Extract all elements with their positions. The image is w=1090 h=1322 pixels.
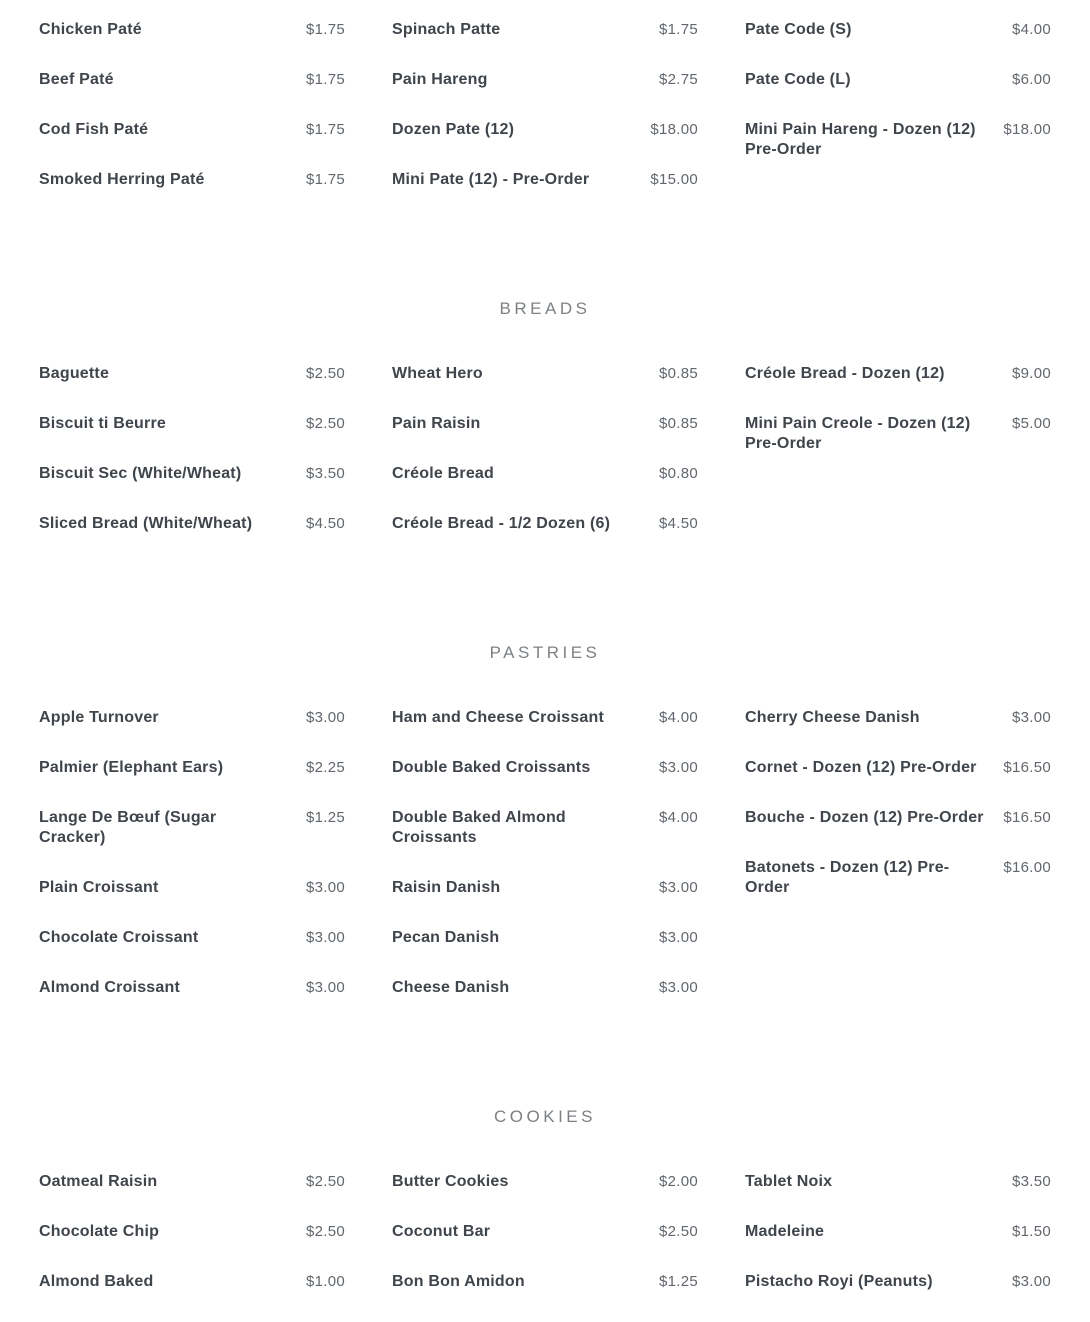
item-name: Mini Pate (12) - Pre-Order: [392, 171, 590, 188]
menu-item: [745, 1222, 1051, 1242]
menu-item: [745, 70, 1051, 90]
menu-item: [39, 708, 345, 728]
item-name: Double Baked Almond Croissants: [392, 809, 566, 846]
item-price: $2.50: [305, 365, 345, 382]
menu-column: [39, 364, 345, 564]
menu-item: [39, 1222, 345, 1242]
menu-item: [745, 858, 1051, 898]
item-price: $2.50: [305, 1173, 345, 1190]
item-price: $4.50: [305, 515, 345, 532]
item-name: Créole Bread: [392, 465, 494, 482]
menu-item: [39, 20, 345, 40]
item-price: $3.00: [658, 879, 698, 896]
item-price: $1.50: [1011, 1223, 1051, 1240]
item-price: $15.00: [650, 171, 698, 188]
menu-item: [745, 364, 1051, 384]
item-price: $6.00: [1011, 71, 1051, 88]
menu-column: [39, 708, 345, 1028]
menu-item: [392, 758, 698, 778]
item-name: Coconut Bar: [392, 1223, 491, 1240]
item-name: Almond Baked: [39, 1273, 154, 1290]
item-name: Madeleine: [745, 1223, 825, 1240]
menu-item: [39, 414, 345, 434]
item-price: $0.85: [658, 365, 698, 382]
menu-sections: [39, 20, 1051, 1322]
menu-item: [392, 708, 698, 728]
menu-column: [745, 1172, 1051, 1322]
menu-column: [392, 20, 698, 220]
item-name: Mini Pain Creole - Dozen (12) Pre-Order: [745, 415, 971, 452]
menu-column: [392, 1172, 698, 1322]
item-name: Chocolate Chip: [39, 1223, 160, 1240]
item-price: $3.50: [1011, 1173, 1051, 1190]
item-price: $3.00: [1011, 1273, 1051, 1290]
item-name: Pain Raisin: [392, 415, 481, 432]
menu-item: [39, 928, 345, 948]
item-name: Batonets - Dozen (12) Pre-Order: [745, 859, 950, 896]
item-name: Bon Bon Amidon: [392, 1273, 525, 1290]
item-name: Wheat Hero: [392, 365, 483, 382]
item-price: $1.75: [658, 21, 698, 38]
item-name: Cornet - Dozen (12) Pre-Order: [745, 759, 977, 776]
item-price: $1.75: [305, 21, 345, 38]
item-name: Pecan Danish: [392, 929, 500, 946]
menu-grid-pastries: [39, 708, 1051, 1028]
menu-item: [39, 120, 345, 140]
section-title-breads: BREADS: [499, 299, 591, 318]
menu-section-pastries: [39, 643, 1051, 1028]
item-name: Chocolate Croissant: [39, 929, 199, 946]
item-price: $4.00: [1011, 21, 1051, 38]
menu-item: [392, 464, 698, 484]
menu-item: [39, 70, 345, 90]
menu-item: [392, 120, 698, 140]
item-name: Bouche - Dozen (12) Pre-Order: [745, 809, 984, 826]
menu-item: [39, 364, 345, 384]
item-name: Spinach Patte: [392, 21, 501, 38]
item-name: Mini Pain Hareng - Dozen (12) Pre-Order: [745, 121, 976, 158]
item-price: $16.50: [1003, 759, 1051, 776]
menu-item: [392, 1222, 698, 1242]
item-name: Sliced Bread (White/Wheat): [39, 515, 253, 532]
menu-item: [392, 978, 698, 998]
item-price: $16.50: [1003, 809, 1051, 826]
menu-grid-cookies: [39, 1172, 1051, 1322]
menu-item: [392, 878, 698, 898]
item-name: Biscuit ti Beurre: [39, 415, 166, 432]
section-title-pastries: PASTRIES: [489, 643, 601, 662]
item-price: $16.00: [1003, 859, 1051, 876]
menu-item: [39, 464, 345, 484]
item-price: $2.50: [305, 415, 345, 432]
item-name: Dozen Pate (12): [392, 121, 515, 138]
item-price: $2.00: [658, 1173, 698, 1190]
menu-item: [392, 1272, 698, 1292]
menu-grid-pates: [39, 20, 1051, 220]
item-price: $18.00: [650, 121, 698, 138]
item-price: $3.00: [658, 759, 698, 776]
item-name: Créole Bread - Dozen (12): [745, 365, 945, 382]
menu-item: [745, 808, 1051, 828]
item-price: $18.00: [1003, 121, 1051, 138]
item-name: Pate Code (S): [745, 21, 852, 38]
menu-column: [745, 20, 1051, 220]
item-price: $1.75: [305, 121, 345, 138]
menu-item: [392, 364, 698, 384]
item-name: Biscuit Sec (White/Wheat): [39, 465, 242, 482]
item-price: $9.00: [1011, 365, 1051, 382]
item-name: Double Baked Croissants: [392, 759, 591, 776]
item-price: $0.85: [658, 415, 698, 432]
item-name: Raisin Danish: [392, 879, 501, 896]
item-name: Pate Code (L): [745, 71, 851, 88]
item-name: Pain Hareng: [392, 71, 488, 88]
item-price: $1.75: [305, 71, 345, 88]
item-price: $1.25: [658, 1273, 698, 1290]
item-name: Butter Cookies: [392, 1173, 509, 1190]
menu-section-cookies: [39, 1107, 1051, 1322]
menu-section-pates: [39, 20, 1051, 220]
item-name: Cherry Cheese Danish: [745, 709, 920, 726]
item-name: Créole Bread - 1/2 Dozen (6): [392, 515, 611, 532]
menu-column: [745, 364, 1051, 564]
item-price: $0.80: [658, 465, 698, 482]
menu-column: [39, 20, 345, 220]
item-price: $1.25: [305, 809, 345, 826]
section-title-cookies: COOKIES: [494, 1107, 596, 1126]
item-name: Pistacho Royi (Peanuts): [745, 1273, 933, 1290]
menu-item: [39, 808, 345, 848]
menu-item: [745, 20, 1051, 40]
item-name: Beef Paté: [39, 71, 114, 88]
item-price: $1.75: [305, 171, 345, 188]
menu-item: [39, 878, 345, 898]
item-name: Chicken Paté: [39, 21, 142, 38]
item-name: Cheese Danish: [392, 979, 510, 996]
menu-item: [392, 20, 698, 40]
menu-column: [745, 708, 1051, 1028]
item-price: $2.50: [305, 1223, 345, 1240]
menu-column: [392, 708, 698, 1028]
menu-item: [392, 170, 698, 190]
menu-item: [745, 120, 1051, 160]
menu-item: [745, 708, 1051, 728]
item-name: Palmier (Elephant Ears): [39, 759, 224, 776]
item-name: Ham and Cheese Croissant: [392, 709, 604, 726]
menu-item: [745, 414, 1051, 454]
menu-section-breads: [39, 299, 1051, 564]
item-name: Tablet Noix: [745, 1173, 833, 1190]
menu-item: [39, 978, 345, 998]
item-name: Lange De Bœuf (Sugar Cracker): [39, 809, 217, 846]
item-price: $4.00: [658, 809, 698, 826]
menu-item: [39, 1272, 345, 1292]
menu-item: [39, 1172, 345, 1192]
menu-item: [392, 1172, 698, 1192]
menu-item: [392, 808, 698, 848]
item-price: $4.50: [658, 515, 698, 532]
menu-item: [39, 758, 345, 778]
item-price: $3.00: [305, 979, 345, 996]
menu-item: [392, 928, 698, 948]
item-name: Apple Turnover: [39, 709, 159, 726]
menu-column: [39, 1172, 345, 1322]
menu-item: [392, 414, 698, 434]
item-price: $3.00: [305, 879, 345, 896]
item-price: $2.50: [658, 1223, 698, 1240]
menu-item: [39, 170, 345, 190]
menu-item: [745, 758, 1051, 778]
menu-item: [745, 1272, 1051, 1292]
item-price: $4.00: [658, 709, 698, 726]
menu-item: [392, 514, 698, 534]
menu-item: [392, 70, 698, 90]
item-price: $3.00: [658, 979, 698, 996]
item-price: $3.00: [1011, 709, 1051, 726]
item-price: $1.00: [305, 1273, 345, 1290]
item-price: $5.00: [1011, 415, 1051, 432]
item-name: Almond Croissant: [39, 979, 180, 996]
item-name: Cod Fish Paté: [39, 121, 149, 138]
item-price: $2.75: [658, 71, 698, 88]
item-price: $3.00: [305, 709, 345, 726]
menu-column: [392, 364, 698, 564]
item-name: Oatmeal Raisin: [39, 1173, 158, 1190]
item-price: $2.25: [305, 759, 345, 776]
item-price: $3.50: [305, 465, 345, 482]
menu-item: [39, 514, 345, 534]
menu-grid-breads: [39, 364, 1051, 564]
item-name: Smoked Herring Paté: [39, 171, 205, 188]
menu-item: [745, 1172, 1051, 1192]
item-price: $3.00: [658, 929, 698, 946]
item-price: $3.00: [305, 929, 345, 946]
item-name: Baguette: [39, 365, 110, 382]
item-name: Plain Croissant: [39, 879, 159, 896]
